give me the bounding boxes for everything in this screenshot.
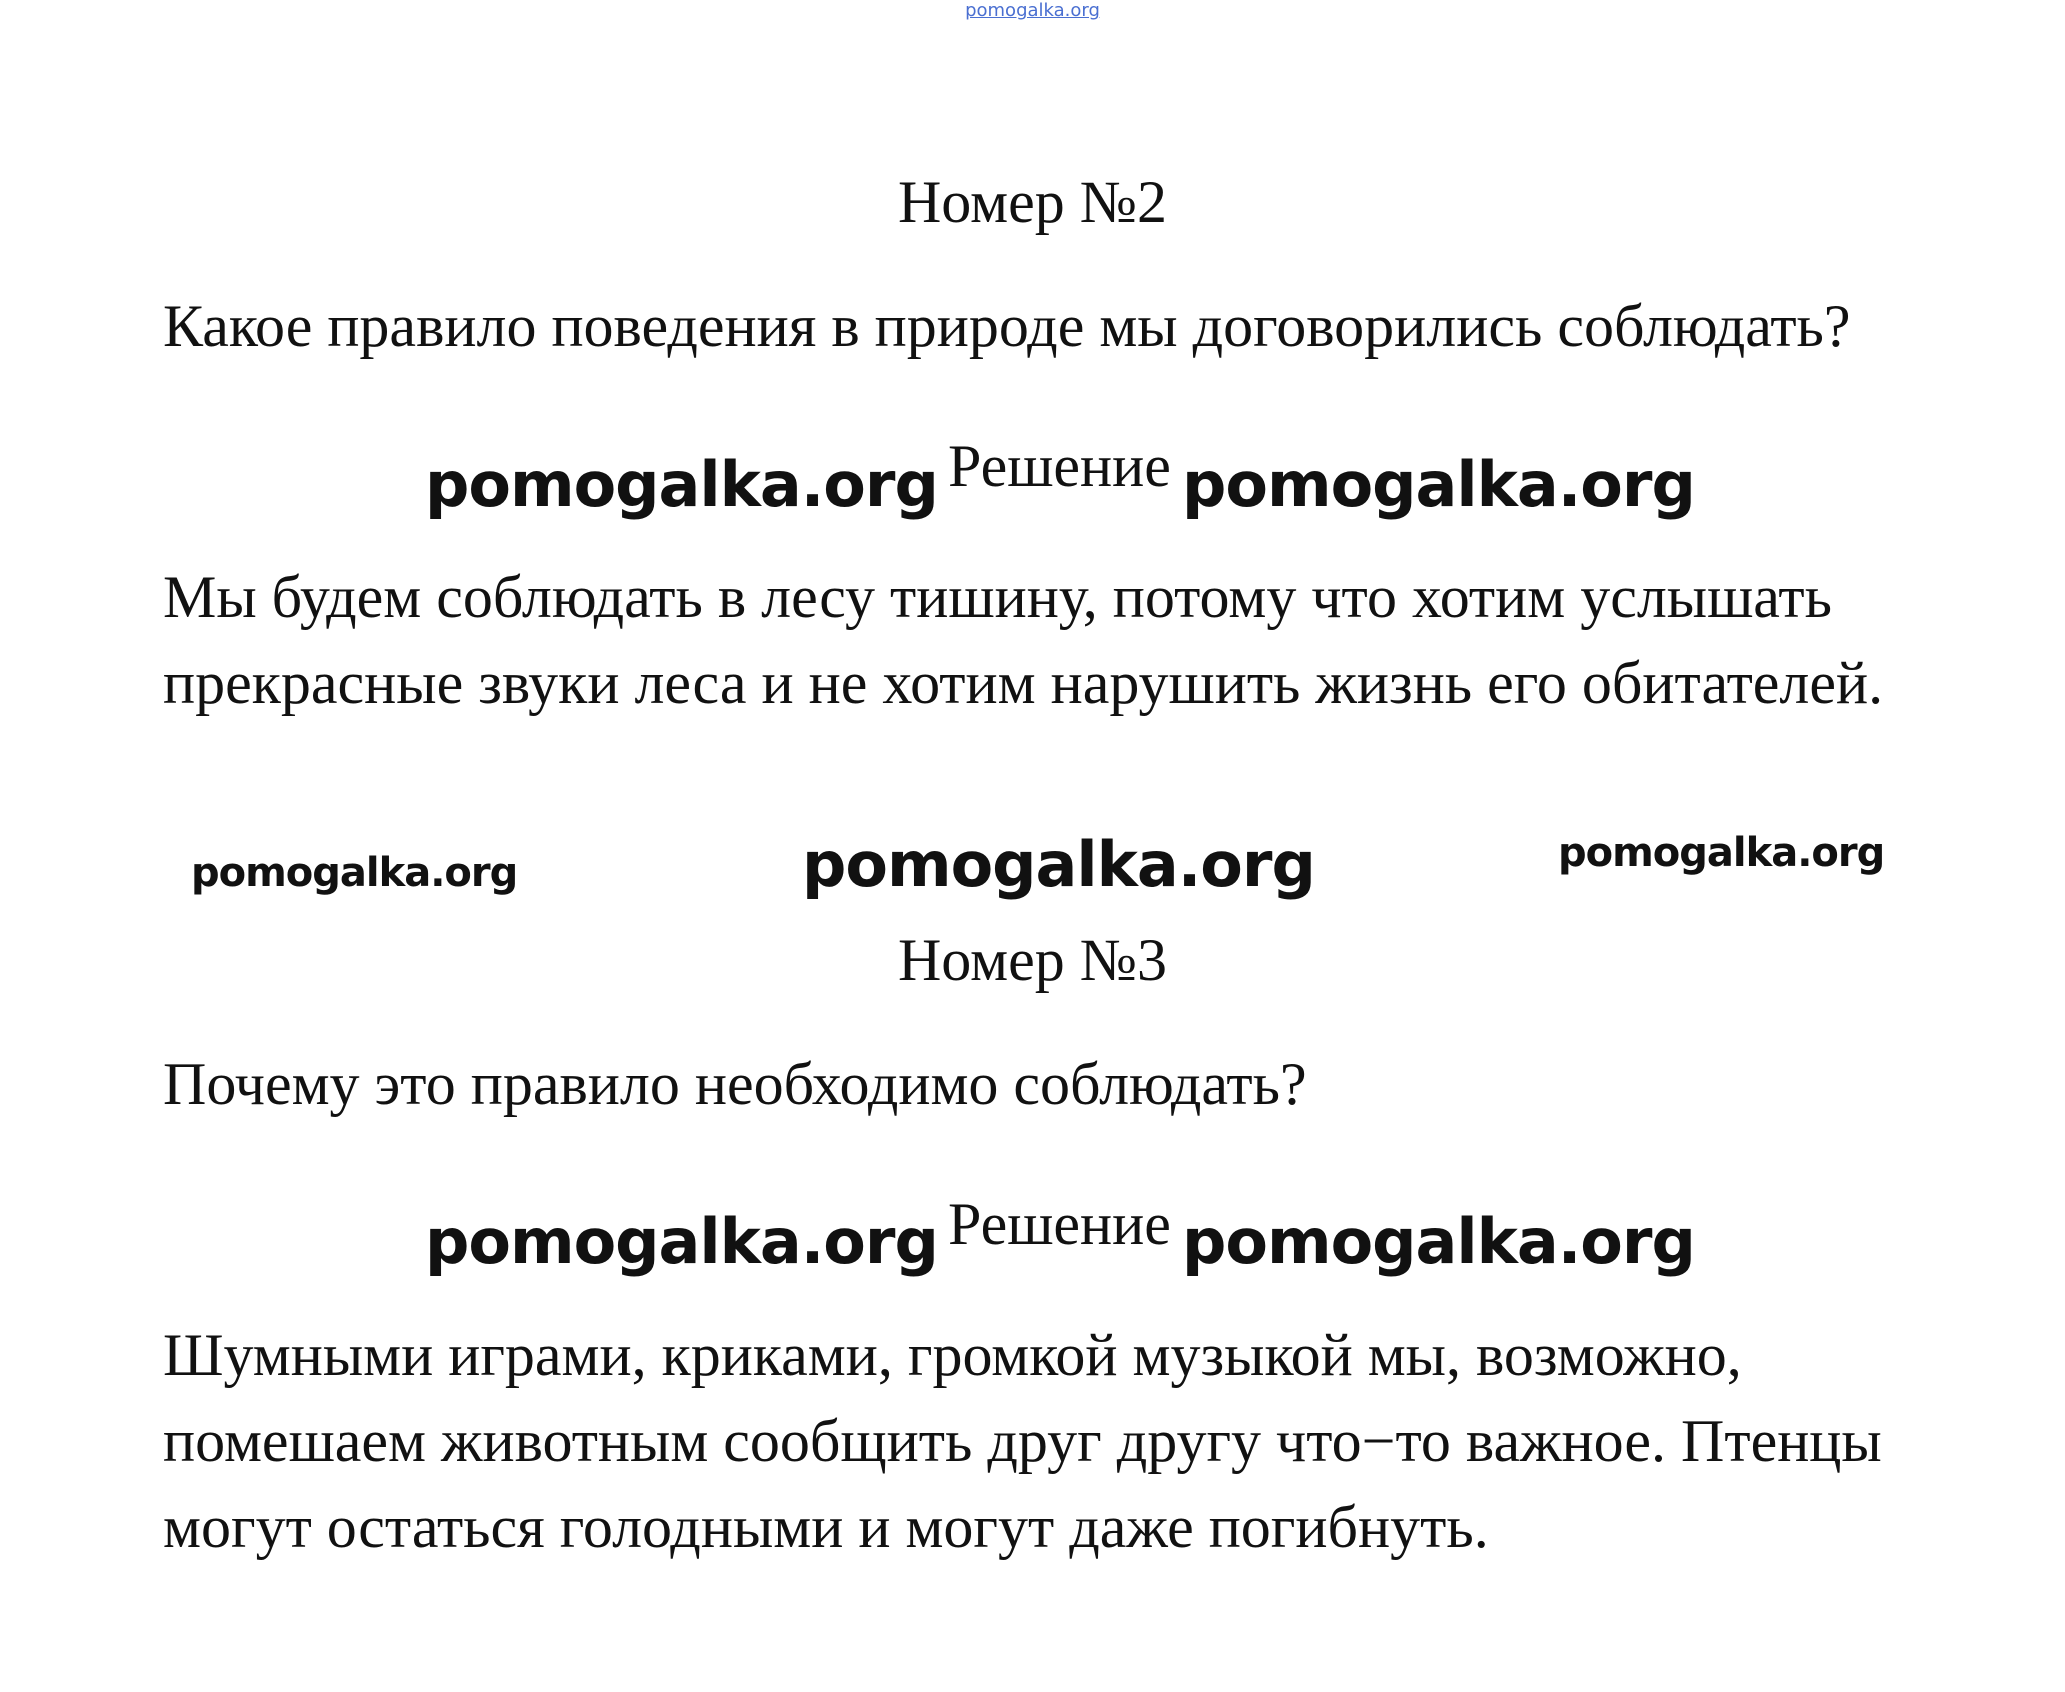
task-2-solution-label: Решение	[948, 433, 1171, 499]
task-3-question: Почему это правило необходимо соблюдать?	[163, 1051, 1307, 1117]
task-2-answer	[163, 554, 1883, 726]
watermark: pomogalka.org	[1182, 1205, 1695, 1278]
answer-line: прекрасные звуки леса и не хотим нарушить жизнь его обитателей.	[163, 650, 1884, 716]
site-link[interactable]: pomogalka.org	[965, 0, 1100, 21]
task-2-question: Какое правило поведения в природе мы договорились соблюдать?	[163, 293, 1851, 359]
answer-line: помешаем животным сообщить друг другу что−то важное. Птенцы	[163, 1408, 1882, 1474]
answer-line: Мы будем соблюдать в лесу тишину, потому что хотим услышать	[163, 564, 1832, 630]
task-3-heading: Номер №3	[897, 927, 1168, 993]
task-3-solution-label: Решение	[948, 1191, 1171, 1257]
watermark: pomogalka.org	[1558, 830, 1885, 876]
watermark: pomogalka.org	[191, 850, 518, 896]
answer-line: могут остаться голодными и могут даже погибнуть.	[163, 1494, 1489, 1560]
watermark: pomogalka.org	[802, 828, 1315, 901]
watermark: pomogalka.org	[1182, 448, 1695, 521]
watermark: pomogalka.org	[425, 1205, 938, 1278]
task-2-heading: Номер №2	[897, 169, 1168, 235]
watermark: pomogalka.org	[425, 448, 938, 521]
answer-line: Шумными играми, криками, громкой музыкой мы, возможно,	[163, 1322, 1742, 1388]
task-3-answer	[163, 1312, 1882, 1570]
